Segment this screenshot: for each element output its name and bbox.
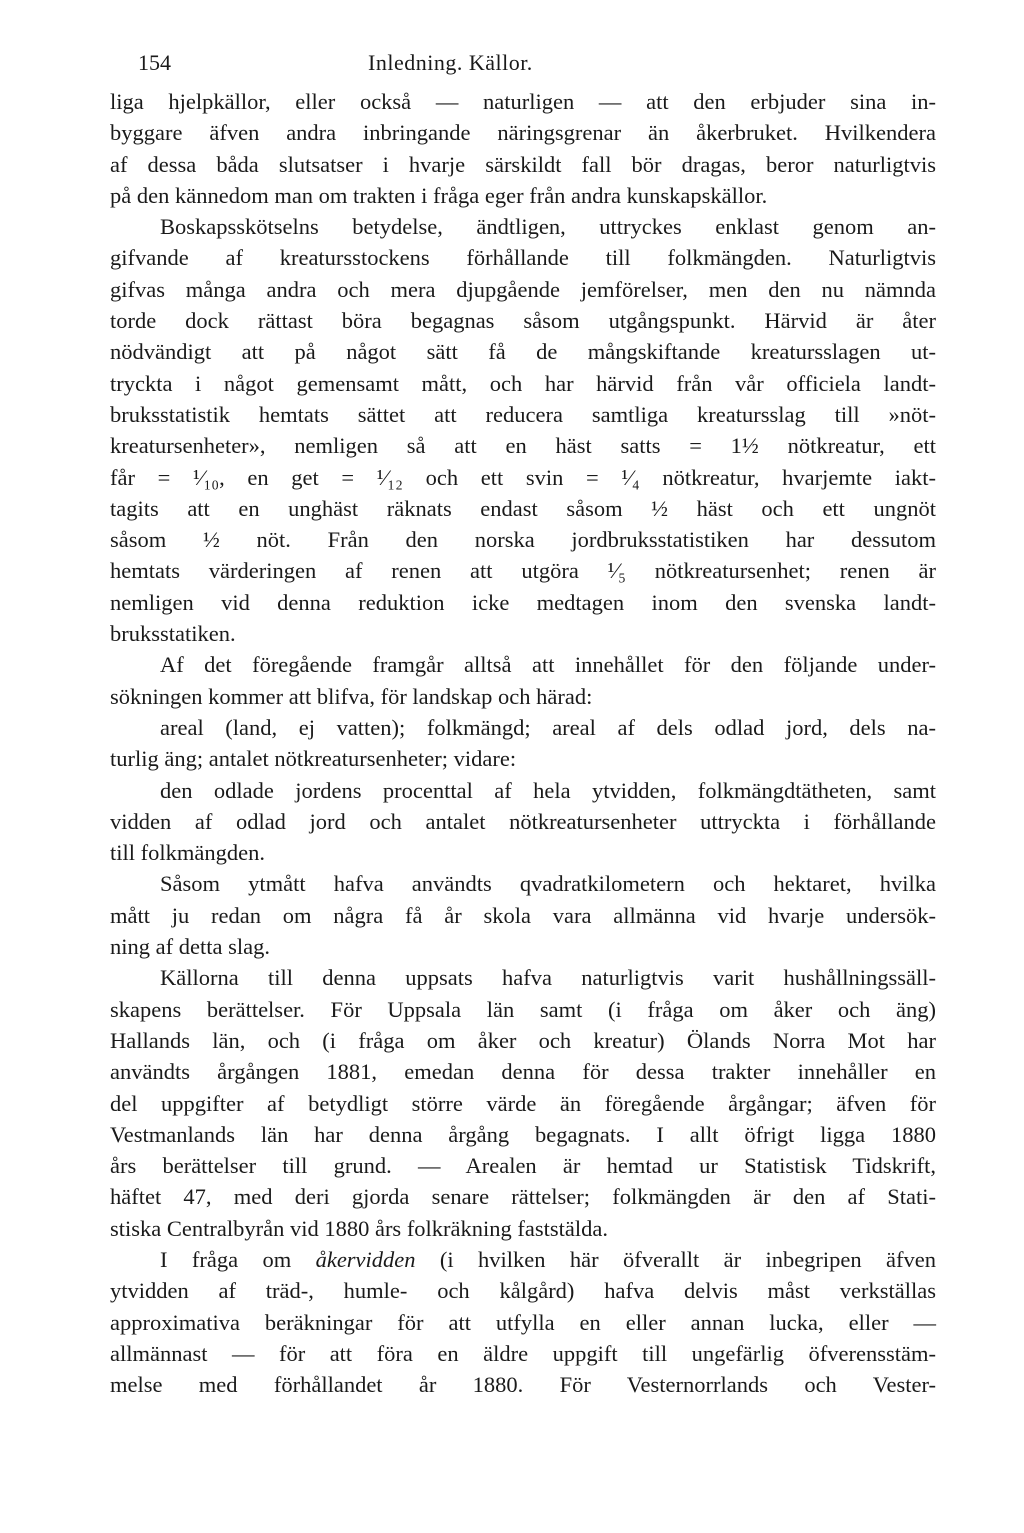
text-line: hemtats värderingen af renen att utgöra ¹⁄₅ nötkreatursenhet; renen är [110, 558, 936, 584]
text-line: turlig äng; antalet nötkreatursenheter; vidare: [110, 746, 517, 772]
text-line: till folkmängden. [110, 840, 265, 866]
running-title: Inledning. Källor. [368, 50, 533, 75]
text-line: bruksstatistik hemtats sättet att reducera samtliga kreatursslag till »nöt- [110, 401, 936, 427]
text-line: byggare äfven andra inbringande näringsgrenar än åkerbruket. Hvilkendera [110, 120, 936, 146]
document-page [110, 50, 936, 1400]
text-line: nemligen vid denna reduktion icke medtagen inom den svenska landt- [110, 589, 936, 615]
text-line: Vestmanlands län har denna årgång begagnats. I allt öfrigt ligga 1880 [110, 1121, 936, 1147]
text-line: ning af detta slag. [110, 934, 270, 960]
text-line: såsom ½ nöt. Från den norska jordbruksstatistiken har dessutom [110, 527, 936, 553]
page-number: 154 [138, 50, 171, 75]
text-line: Såsom ytmått hafva användts qvadratkilometern och hektaret, hvilka [160, 871, 936, 897]
text-line: approximativa beräkningar för att utfylla en eller annan lucka, eller — [110, 1309, 936, 1335]
text-line: den odlade jordens procenttal af hela ytvidden, folkmängdtätheten, samt [160, 777, 936, 803]
text-line: gifvas många andra och mera djupgående jemförelser, men den nu nämnda [110, 276, 936, 302]
text-line: allmännast — för att föra en äldre uppgift till ungefärlig öfverensstäm- [110, 1340, 936, 1366]
text-line: torde dock rättast böra begagnas såsom utgångspunkt. Härvid är åter [110, 308, 936, 334]
text-line: melse med förhållandet år 1880. För Vesternorrlands och Vester- [110, 1372, 936, 1398]
text-line: ytvidden af träd-, humle- och kålgård) hafva delvis måst verkställas [110, 1278, 936, 1304]
text-line: användts årgången 1881, emedan denna för dessa trakter innehåller en [110, 1059, 936, 1085]
text-line: tagits att en unghäst räknats endast såsom ½ häst och ett ungnöt [110, 495, 936, 521]
text-line: får = ¹⁄₁₀, en get = ¹⁄₁₂ och ett svin = ¹⁄₄ nötkreatur, hvarjemte iakt- [110, 464, 936, 490]
text-line: kreatursenheter», nemligen så att en häst satts = 1½ nötkreatur, ett [110, 433, 936, 459]
text-line: del uppgifter af betydligt större värde än föregående årgångar; äfven för [110, 1090, 936, 1116]
text-line: Af det föregående framgår alltså att innehållet för den följande under- [160, 652, 936, 678]
text-line: af dessa båda slutsatser i hvarje särskildt fall bör dragas, beror naturligtvis [110, 151, 936, 177]
text-line: sökningen kommer att blifva, för landskap och härad: [110, 683, 593, 709]
text-line: I fråga om åkervidden (i hvilken här öfverallt är inbegripen äfven [160, 1246, 936, 1272]
text-line: stiska Centralbyrån vid 1880 års folkräkning faststälda. [110, 1215, 609, 1241]
text-line: Källorna till denna uppsats hafva naturligtvis varit hushållningssäll- [160, 965, 936, 991]
text-line: häftet 47, med deri gjorda senare rättelser; folkmängden är den af Stati- [110, 1184, 936, 1210]
text-line: års berättelser till grund. — Arealen är hemtad ur Statistisk Tidskrift, [110, 1153, 936, 1179]
text-line: Hallands län, och (i fråga om åker och kreatur) Ölands Norra Mot har [110, 1027, 936, 1053]
page-header [110, 50, 936, 86]
text-line: bruksstatiken. [110, 621, 236, 647]
text-line: Boskapsskötselns betydelse, ändtligen, uttryckes enklast genom an- [160, 214, 936, 240]
text-line: mått ju redan om några få år skola vara allmänna vid hvarje undersök- [110, 902, 936, 928]
text-line: areal (land, ej vatten); folkmängd; areal af dels odlad jord, dels na- [160, 714, 936, 740]
text-line: vidden af odlad jord och antalet nötkreatursenheter uttryckta i förhållande [110, 808, 936, 834]
text-line: på den kännedom man om trakten i fråga eger från andra kunskapskällor. [110, 182, 768, 208]
text-line: nödvändigt att på något sätt få de mångskiftande kreatursslagen ut- [110, 339, 936, 365]
text-line: gifvande af kreatursstockens förhållande till folkmängden. Naturligtvis [110, 245, 936, 271]
text-line: skapens berättelser. För Uppsala län samt (i fråga om åker och äng) [110, 996, 936, 1022]
text-line: liga hjelpkällor, eller också — naturligen — att den erbjuder sina in- [110, 89, 936, 114]
text-line: tryckta i något gemensamt mått, och har härvid från vår officiela landt- [110, 370, 936, 396]
emphasis: åkervidden [315, 1246, 416, 1272]
body-text [110, 86, 936, 1400]
